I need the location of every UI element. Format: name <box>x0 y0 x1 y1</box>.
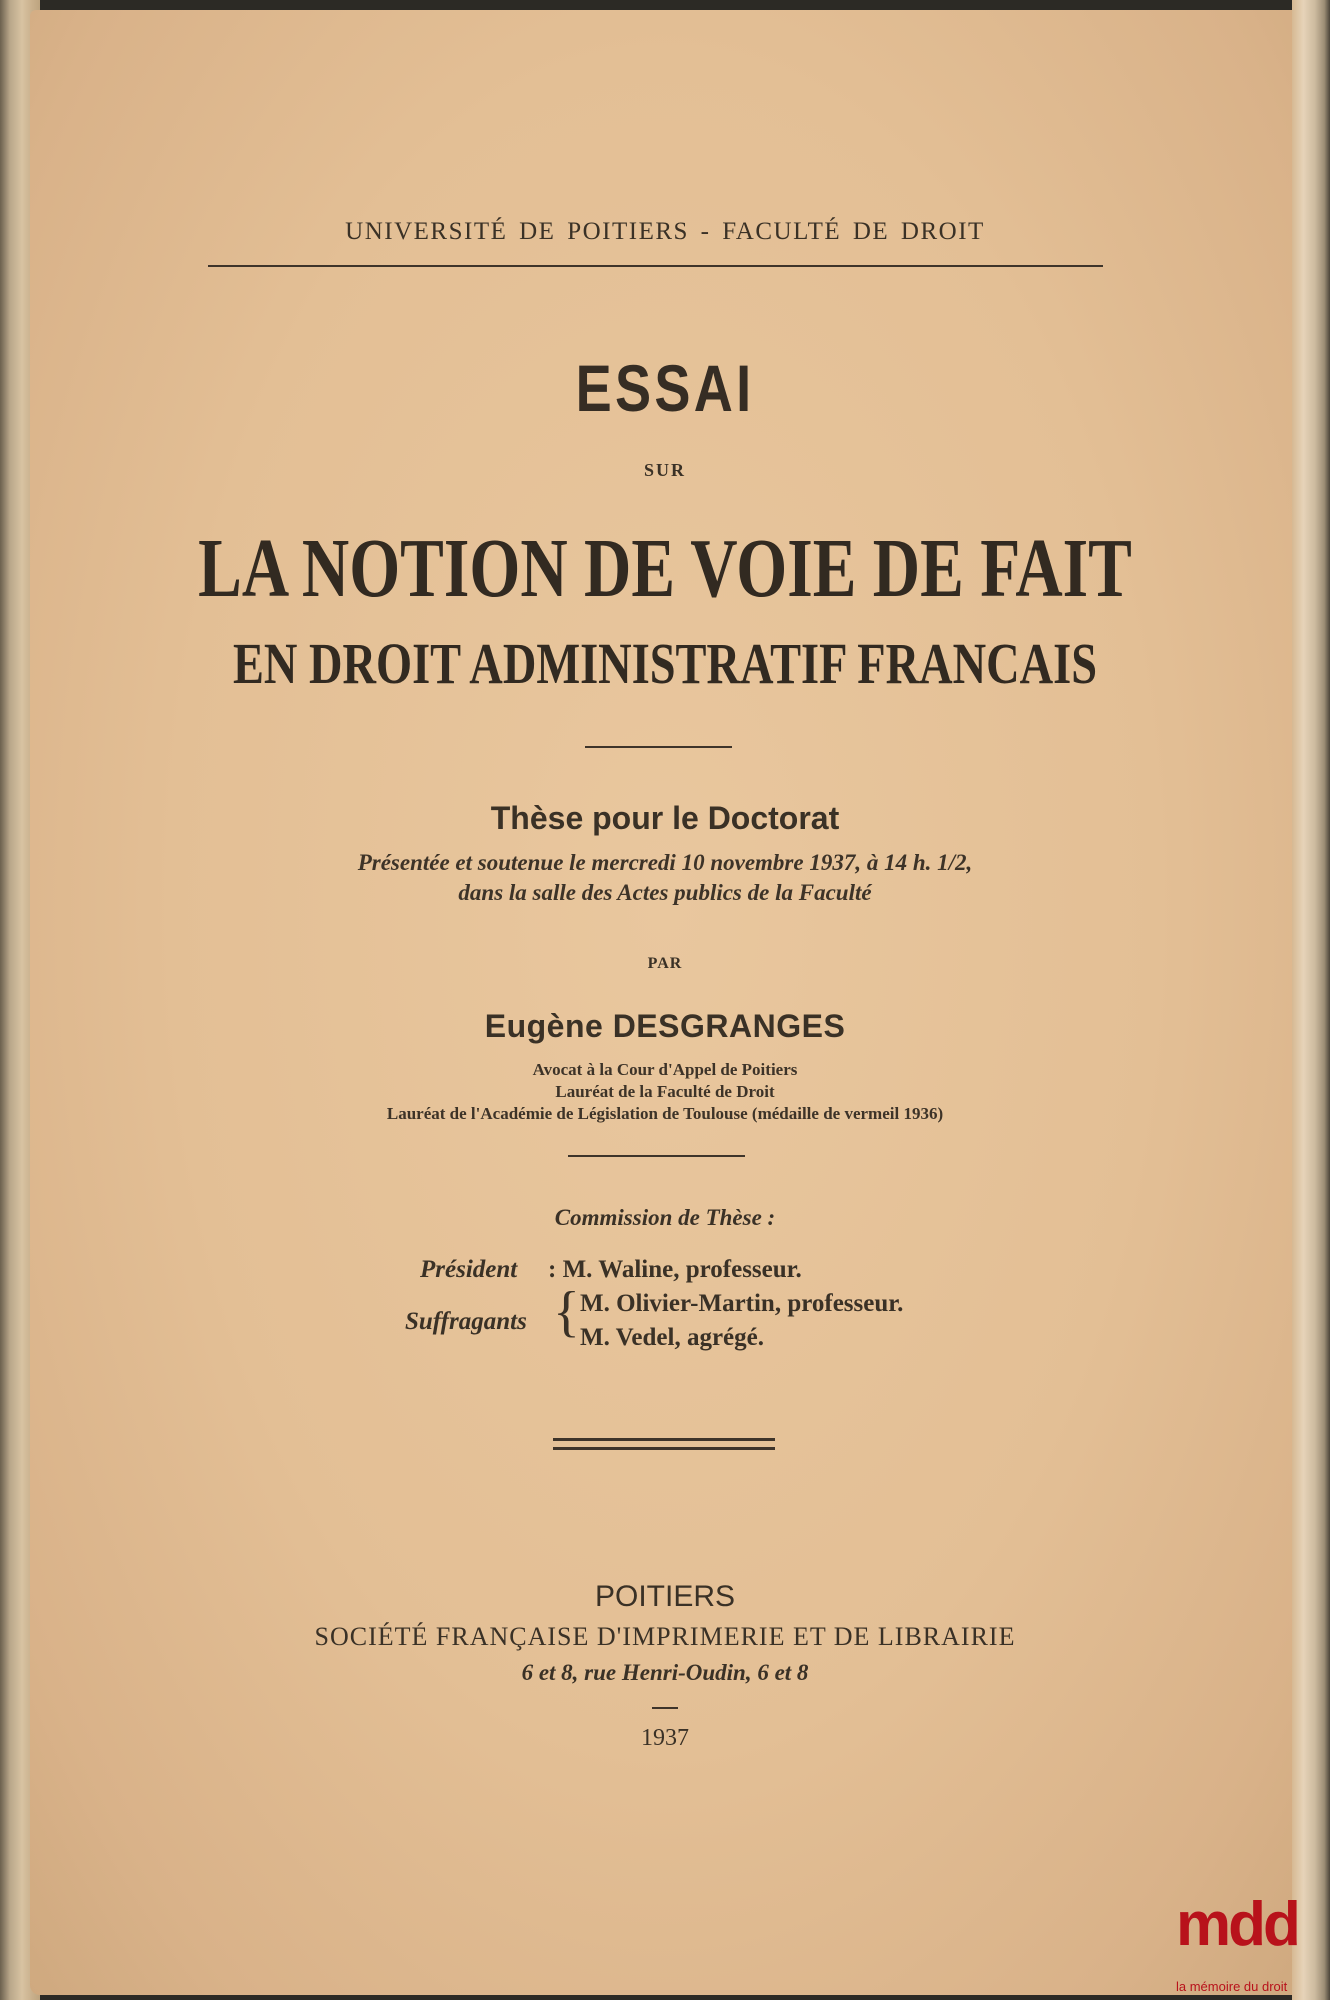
year-dash <box>652 1707 678 1709</box>
watermark-tagline: la mémoire du droit <box>1176 1979 1288 1994</box>
university-header: UNIVERSITÉ DE POITIERS - FACULTÉ DE DROIT <box>345 218 985 245</box>
president-label: Président <box>420 1256 518 1283</box>
author-credential: Avocat à la Cour d'Appel de Poitiers <box>532 1060 798 1079</box>
thesis-presented-line-2: dans la salle des Actes publics de la Faculté <box>458 880 872 905</box>
title-sur: SUR <box>643 460 686 480</box>
suffragants-label: Suffragants <box>405 1308 527 1335</box>
commission-heading: Commission de Thèse : <box>554 1205 776 1230</box>
watermark-mark: mdd <box>1176 1890 1298 1959</box>
president-entry: : M. Waline, professeur. <box>548 1256 802 1283</box>
title-essai: ESSAI <box>575 351 755 425</box>
double-rule-top <box>553 1438 775 1441</box>
author-name: Eugène DESGRANGES <box>484 1008 846 1044</box>
watermark-logo <box>1170 1890 1330 2000</box>
author-divider <box>568 1155 745 1157</box>
title-page <box>30 10 1300 1995</box>
imprint-year: 1937 <box>641 1725 689 1751</box>
double-rule-bottom <box>553 1447 775 1450</box>
par-label: PAR <box>647 955 683 972</box>
imprint-address: 6 et 8, rue Henri-Oudin, 6 et 8 <box>521 1660 809 1685</box>
imprint-publisher: SOCIÉTÉ FRANÇAISE D'IMPRIMERIE ET DE LIBRAIRIE <box>314 1622 1016 1651</box>
title-divider <box>585 746 732 748</box>
title-line-1: LA NOTION DE VOIE DE FAIT <box>198 522 1132 615</box>
title-line-2: EN DROIT ADMINISTRATIF FRANCAIS <box>232 631 1098 696</box>
imprint-city: POITIERS <box>594 1580 736 1613</box>
page-fore-edge <box>1292 0 1330 2000</box>
author-credential: Lauréat de l'Académie de Législation de Toulouse (médaille de vermeil 1936) <box>386 1104 944 1123</box>
header-rule <box>208 265 1103 267</box>
thesis-heading: Thèse pour le Doctorat <box>490 800 840 836</box>
author-credential: Lauréat de la Faculté de Droit <box>555 1082 775 1101</box>
suffragant-entry: M. Vedel, agrégé. <box>580 1324 764 1351</box>
suffragant-entry: M. Olivier-Martin, professeur. <box>580 1290 904 1317</box>
thesis-presented-line-1: Présentée et soutenue le mercredi 10 novembre 1937, à 14 h. 1/2, <box>357 850 973 875</box>
suffragants-brace: { <box>553 1281 580 1343</box>
